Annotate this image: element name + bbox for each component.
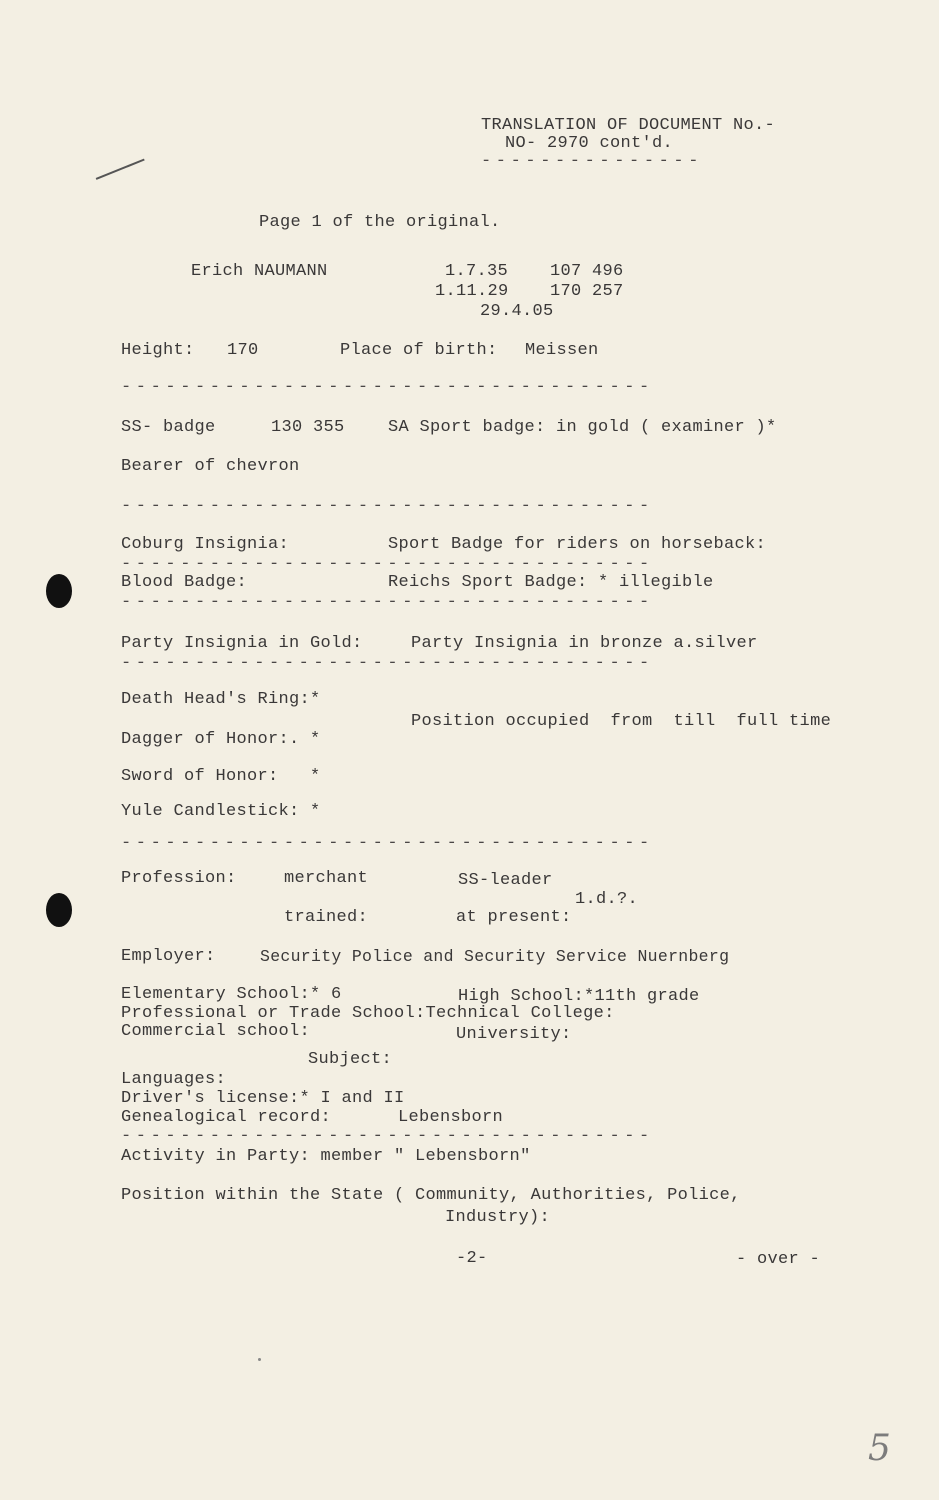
document-number: NO- 2970 cont'd. <box>505 134 674 153</box>
height-value: 170 <box>227 341 259 360</box>
employer-value: Security Police and Security Service Nuernberg <box>260 947 730 966</box>
divider: ------------------------------------ <box>121 654 654 673</box>
sword-of-honor: Sword of Honor: * <box>121 767 321 786</box>
yule-candlestick: Yule Candlestick: * <box>121 802 321 821</box>
birthplace-value: Meissen <box>525 341 599 360</box>
high-school: High School:*11th grade <box>458 987 700 1006</box>
chevron-bearer: Bearer of chevron <box>121 457 300 476</box>
coburg-insignia: Coburg Insignia: <box>121 535 290 554</box>
divider: ------------------------------------ <box>121 1127 654 1146</box>
professional-school: Professional or Trade School:Technical College: <box>121 1004 615 1023</box>
punch-hole-bottom <box>46 893 72 927</box>
profession-value: merchant <box>284 869 369 888</box>
horse-sport-badge: Sport Badge for riders on horseback: <box>388 535 767 554</box>
blood-badge: Blood Badge: <box>121 573 248 592</box>
at-present-label: at present: <box>456 908 572 927</box>
university: University: <box>456 1025 572 1044</box>
death-head-ring: Death Head's Ring:* <box>121 690 321 709</box>
dagger-of-honor: Dagger of Honor:. * <box>121 730 321 749</box>
number-1: 107 496 <box>550 262 624 281</box>
trained-label: trained: <box>284 908 369 927</box>
ss-leader-value: 1.d.?. <box>575 890 639 909</box>
pen-stroke <box>96 159 145 180</box>
ss-badge-number: 130 355 <box>271 418 345 437</box>
speck <box>258 1358 261 1361</box>
birth-date: 29.4.05 <box>480 302 554 321</box>
document-title: TRANSLATION OF DOCUMENT No.- <box>481 116 776 135</box>
person-name: Erich NAUMANN <box>191 262 328 281</box>
party-insignia-bronze: Party Insignia in bronze a.silver <box>411 634 758 653</box>
subject: Subject: <box>308 1050 393 1069</box>
height-label: Height: <box>121 341 195 360</box>
genealogical-label: Genealogical record: <box>121 1108 332 1127</box>
page-reference: Page 1 of the original. <box>259 213 501 232</box>
sa-sport-badge: SA Sport badge: in gold ( examiner )* <box>388 418 777 437</box>
ss-leader-label: SS-leader <box>458 871 553 890</box>
elementary-school: Elementary School:* 6 <box>121 985 342 1004</box>
birthplace-label: Place of birth: <box>340 341 498 360</box>
punch-hole-top <box>46 574 72 608</box>
commercial-school: Commercial school: <box>121 1022 311 1041</box>
divider: ------------------------------------ <box>121 593 654 612</box>
divider: ------------------------------------ <box>121 555 654 574</box>
state-position: Position within the State ( Community, Authorities, Police, <box>121 1186 741 1205</box>
divider: ------------------------------------ <box>121 834 654 853</box>
employer-label: Employer: <box>121 947 216 966</box>
genealogical-value: Lebensborn <box>398 1108 504 1127</box>
position-occupied-header: Position occupied from till full time <box>411 712 832 731</box>
ss-badge-label: SS- badge <box>121 418 216 437</box>
date-1: 1.7.35 <box>445 262 509 281</box>
page-number: -2- <box>456 1249 488 1268</box>
profession-label: Profession: <box>121 869 237 888</box>
party-insignia-gold: Party Insignia in Gold: <box>121 634 363 653</box>
number-2: 170 257 <box>550 282 624 301</box>
languages: Languages: <box>121 1070 227 1089</box>
divider: ------------------------------------ <box>121 378 654 397</box>
party-activity: Activity in Party: member " Lebensborn" <box>121 1147 531 1166</box>
state-position-cont: Industry): <box>445 1208 551 1227</box>
date-2: 1.11.29 <box>435 282 509 301</box>
drivers-license: Driver's license:* I and II <box>121 1089 405 1108</box>
reichs-sport-badge: Reichs Sport Badge: * illegible <box>388 573 714 592</box>
over-mark: - over - <box>736 1250 821 1269</box>
handwritten-page-number: 5 <box>868 1428 891 1469</box>
divider: ------------------------------------ <box>121 497 654 516</box>
divider: --------------- <box>481 152 704 171</box>
